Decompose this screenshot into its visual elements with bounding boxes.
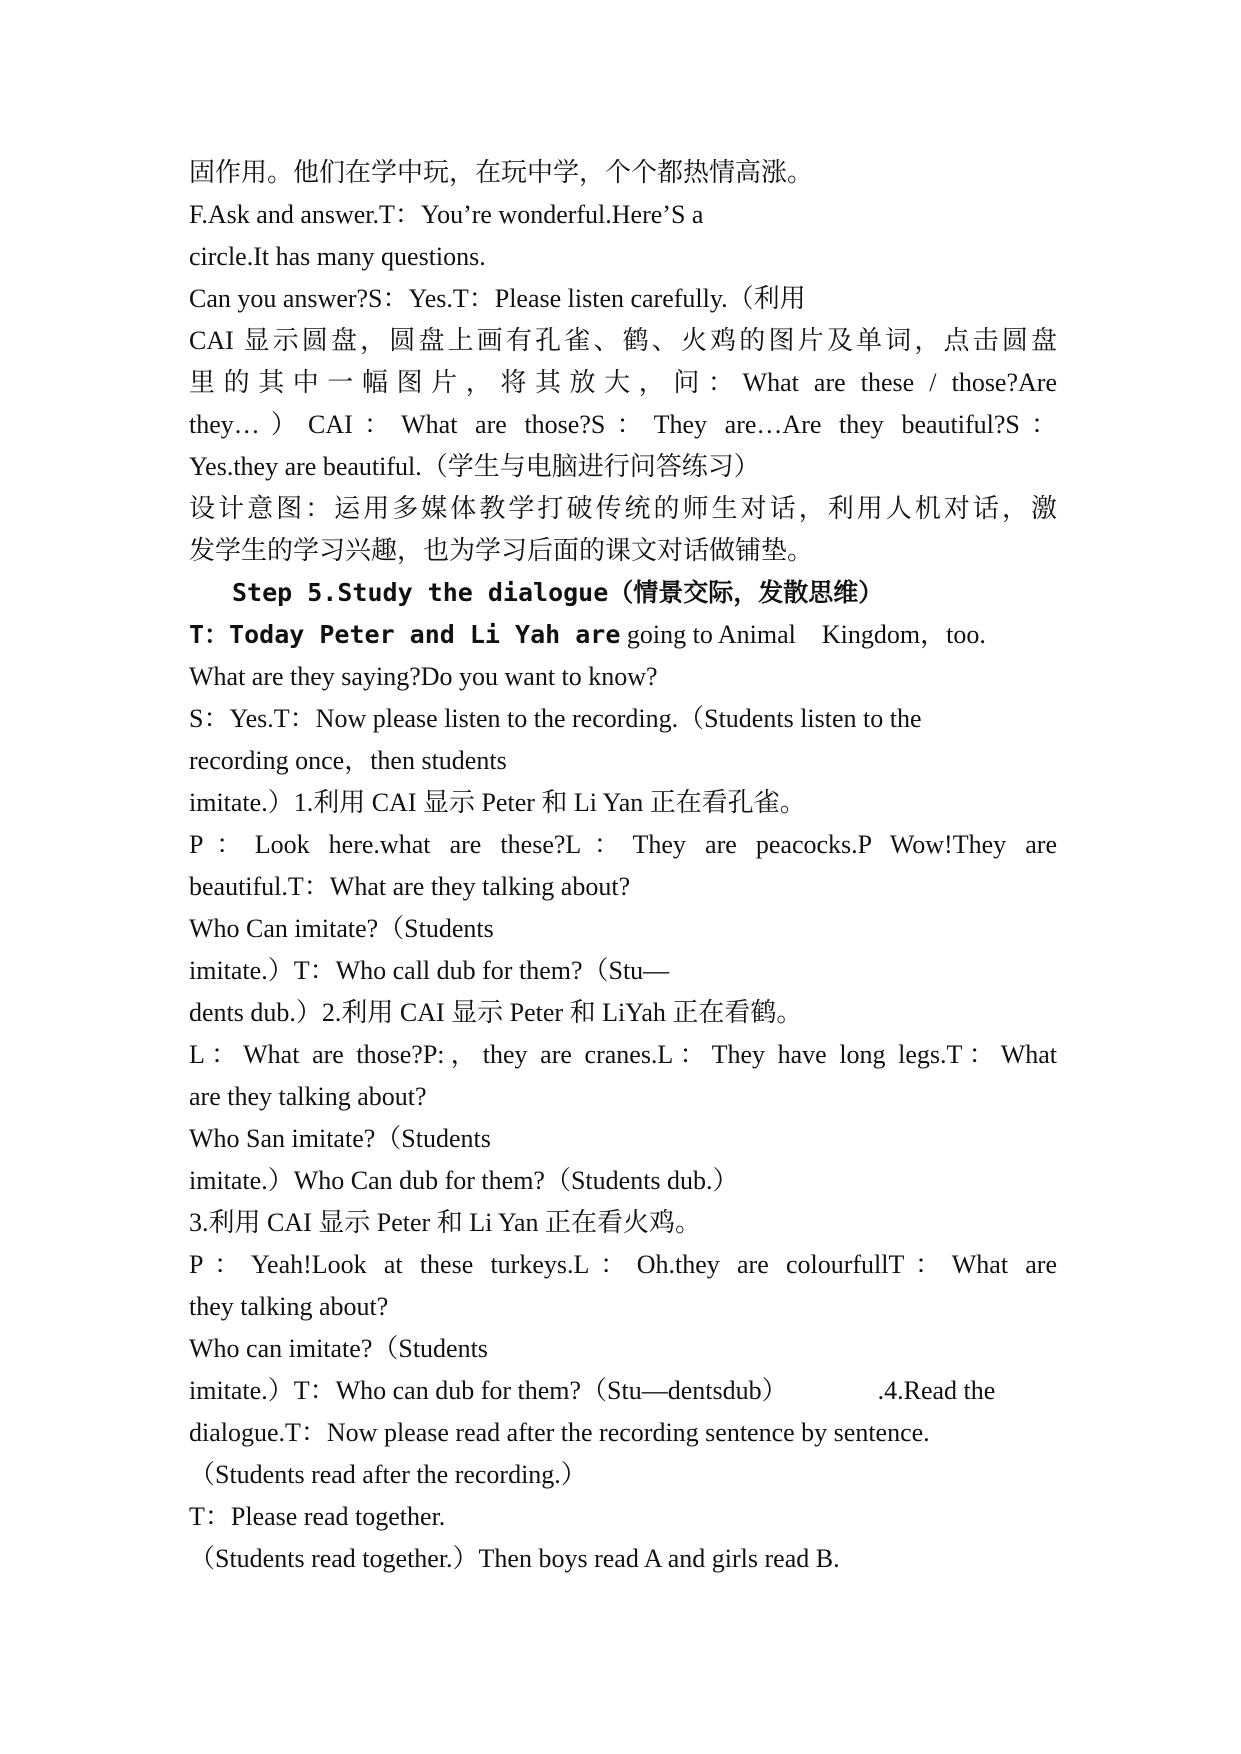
text-line-17: P：Look here.what are these?L：They are peacocks.P Wow!They are: [189, 830, 1057, 859]
text-line-18: beautiful.T：What are they talking about?: [189, 872, 631, 901]
line-part-a: imitate.）T：Who can dub for them?（Stu—dentsdub）: [189, 1376, 788, 1405]
text-line-31: dialogue.T：Now please read after the recording sentence by sentence.: [189, 1418, 930, 1447]
document-body: [189, 152, 1057, 1580]
text-line-16: imitate.）1.利用 CAI 显示 Peter 和 Li Yan 正在看孔雀。: [189, 788, 806, 817]
text-line-21: dents dub.）2.利用 CAI 显示 Peter 和 LiYah 正在看鹤。: [189, 998, 803, 1027]
text-line-29: Who can imitate?（Students: [189, 1334, 488, 1363]
text-line-8: Yes.they are beautiful.（学生与电脑进行问答练习）: [189, 452, 760, 481]
text-line-27: P：Yeah!Look at these turkeys.L：Oh.they are colourfullT：What are: [189, 1250, 1057, 1279]
text-line-6: 里的其中一幅图片，将其放大，问：What are these / those?Are: [189, 368, 1057, 397]
text-line-10: 发学生的学习兴趣，也为学习后面的课文对话做铺垫。: [189, 536, 814, 565]
text-line-7: they…）CAI：What are those?S：They are…Are they beautiful?S：: [189, 410, 1057, 439]
step-5-heading: Step 5.Study the dialogue（情景交际，发散思维）: [232, 578, 884, 607]
text-line-28: they talking about?: [189, 1292, 389, 1321]
text-line-23: are they talking about?: [189, 1082, 427, 1111]
text-line-12: [189, 614, 1057, 656]
text-line-19: Who Can imitate?（Students: [189, 914, 494, 943]
bold-lead-in: T：Today Peter and Li Yah are: [189, 620, 621, 649]
line-continuation: going to Animal Kingdom，too.: [620, 620, 986, 649]
text-line-14: S：Yes.T：Now please listen to the recording.（Students listen to the: [189, 704, 922, 733]
text-line-22: L：What are those?P:，they are cranes.L：They have long legs.T：What: [189, 1040, 1057, 1069]
text-line-9: 设计意图：运用多媒体教学打破传统的师生对话，利用人机对话，激: [189, 494, 1057, 523]
text-line-30: [189, 1370, 1057, 1412]
text-line-5: CAI 显示圆盘，圆盘上画有孔雀、鹤、火鸡的图片及单词，点击圆盘: [189, 326, 1057, 355]
text-line-33: T：Please read together.: [189, 1502, 446, 1531]
text-line-25: imitate.）Who Can dub for them?（Students dub.）: [189, 1166, 739, 1195]
text-line-15: recording once，then students: [189, 746, 507, 775]
text-line-20: imitate.）T：Who call dub for them?（Stu—: [189, 956, 670, 985]
text-line-1: 固作用。他们在学中玩，在玩中学，个个都热情高涨。: [189, 158, 814, 187]
text-line-3: circle.It has many questions.: [189, 242, 486, 271]
text-line-2: F.Ask and answer.T：You’re wonderful.Here’S a: [189, 200, 704, 229]
text-line-34: （Students read together.）Then boys read A and girls read B.: [189, 1544, 840, 1573]
text-line-24: Who San imitate?（Students: [189, 1124, 491, 1153]
text-line-13: What are they saying?Do you want to know?: [189, 662, 658, 691]
text-line-4: Can you answer?S：Yes.T：Please listen carefully.（利用: [189, 284, 806, 313]
text-line-26: 3.利用 CAI 显示 Peter 和 Li Yan 正在看火鸡。: [189, 1208, 702, 1237]
text-line-32: （Students read after the recording.）: [189, 1460, 587, 1489]
line-part-b: .4.Read the: [877, 1376, 996, 1405]
